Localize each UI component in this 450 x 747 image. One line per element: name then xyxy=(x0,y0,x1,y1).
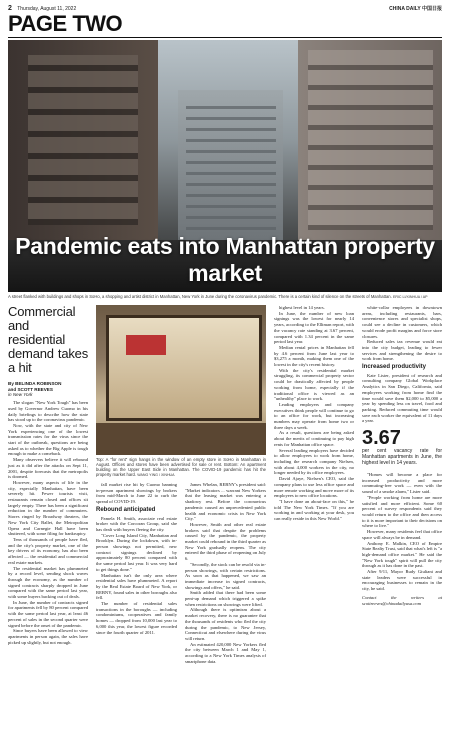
column-2-body xyxy=(96,482,177,665)
paragraph: Now, with the state and city of New York experiencing one of the lowest transmission rates for the virus since the start of the outbreak, questions are being asked as to whether the Big Apple is tough enough to make a comeback. xyxy=(8,422,88,457)
paragraph: However, Smith and other real estate brokers said that despite the problems caused by the pandemic, the property market could rebound in the third quarter as New York gradually reopens. The city entered the third phase of reopening on July 6. xyxy=(185,521,266,562)
paragraph: Since buyers have been allowed to view apartments in person again, the sales have picked up slightly, but not enough. xyxy=(8,628,88,645)
paragraph: Many observers believe it will rebound just as it did after the attacks on Sept 11, 2001, despite forecasts that the metropolis is doomed. xyxy=(8,457,88,480)
publication-name: CHINA DAILY xyxy=(389,6,421,12)
column-5-body-b xyxy=(362,373,442,424)
paragraph: However, many residents feel that office space will always be in demand. xyxy=(362,529,442,540)
column-1-body xyxy=(8,400,88,645)
article-column-5 xyxy=(362,305,442,606)
paragraph: Reduced sales tax revenue would eat into the city budget, leading to fewer services and strengthening the desire to work from home. xyxy=(362,339,442,362)
secondary-photo-caption xyxy=(96,457,266,478)
paragraph: "Secondly, the stock can be resold via in-person showings, with certain restrictions. As soon as that happened, we saw an immediate increase in signed contracts, showings and offers," he said. xyxy=(185,561,266,590)
paragraph: The slogan "New York Tough" has been used by Governor Andrew Cuomo in his daily briefings to describe how the state has stood up to the coronavirus pandemic. xyxy=(8,400,88,423)
paragraph: "Cover Long Island City, Manhattan and Brooklyn. During the lockdown, with in-person showings not permitted, new contract signings declined by approximately 80 percent compared with the same period last year. It was very hard to get things done." xyxy=(96,532,177,572)
for-rent-sign xyxy=(126,335,166,355)
hero-credit: ERIC LI/XINHUA / AP xyxy=(392,295,428,299)
stat-callout xyxy=(362,428,442,448)
paragraph: Kate Lister, president of research and consulting company Global Workplace Analytics in San Diego, California, said employees working from home find the time would save them $2,000 to $5,000 a year by spending less on travel, food and parking. Reduced commuting time would save each worker the equivalent of 11 days a year. xyxy=(362,372,442,424)
paragraph: After 9/11, Mayor Rudy Giuliani and state leaders were successful in encouraging businesses to remain in the city, he said. xyxy=(362,569,442,592)
paragraph: fall market rise hit by Cuomo banning in-person apartment showings by brokers from mid-March to June 22 to curb the spread of COVID-19. xyxy=(96,482,177,505)
hero-photo xyxy=(8,40,442,292)
paragraph: highest level in 14 years. xyxy=(279,305,325,310)
article-columns-2-3 xyxy=(96,305,266,665)
paragraph: Anthony E. Malkin, CEO of Empire State Realty Trust, said that what's left is "a high-demand office market." He said the "New York tough" spirit will pull the city through as it has done in the past. xyxy=(362,540,442,569)
column-2-subhead: Rebound anticipated xyxy=(96,506,156,513)
paragraph: James Whelan, REBNY's president said: "Market indicators ... warrant New Yorkers that the leasing market was entering a shadowy rest. Before the coronavirus pandemic caused an unprecedented public health and economic crisis in New York City." xyxy=(185,482,266,522)
page-number: 2 xyxy=(8,5,12,12)
column-2-paragraphs-b xyxy=(96,516,177,636)
publication-name-cn: 中国日报 xyxy=(421,6,442,12)
paragraph: An estimated 420,000 New Yorkers fled the city between March 1 and May 1, according to a New York Times analysis of smartphone data. xyxy=(185,641,266,664)
paragraph: Median rental prices in Manhattan fell by 4.6 percent from June last year to $3,275 a month, making them one of the lowest in the city's recent history. xyxy=(274,344,354,368)
stat-description xyxy=(362,448,442,466)
secondary-caption-text: Top: A "for rent" sign hangs in the window of an empty store in SoHo in Manhattan in August. Offices and stores have been advertised for sale or rent. Bottom: An apartment building on the Upper East Side in Manhattan. The COVID-19 pandemic has hit the property market hard. xyxy=(96,457,266,477)
paragraph: The number of residential sales transactions in the boroughs — including condominiums, cooperatives and family homes — dropped from 10,000 last year to 6,000 this year, the lowest figure recorded since the fourth quarter of 2011. xyxy=(96,601,177,635)
byline-author-2: and SCOTT REEVES xyxy=(8,386,53,392)
sidewalk xyxy=(96,423,266,455)
stat-unit: per cent xyxy=(362,448,387,455)
paragraph: With the city's residential market struggling, its commercial property sector could be drastically affected by people working from home, especially if the traditional office is viewed as an "unhealthy" place to work. xyxy=(274,367,354,402)
stat-value: 3.67 xyxy=(362,427,401,450)
shop-window xyxy=(106,315,262,421)
secondary-caption-credit: WANG YING / XINHUA xyxy=(137,473,175,477)
article-kicker: Commercial and residential demand takes a hit xyxy=(8,304,88,375)
section-rule xyxy=(8,37,442,38)
paragraph: As a result, questions are being asked about the merits of continuing to pay high rents for Manhattan office space. xyxy=(274,430,354,447)
column-5-subhead: Increased productivity xyxy=(362,364,427,371)
issue-date: Thursday, August 11, 2022 xyxy=(17,6,77,12)
byline-location: in New York xyxy=(8,392,33,398)
building-right-windows xyxy=(308,50,433,230)
byline xyxy=(8,381,88,398)
article-column-1 xyxy=(8,305,88,645)
column-2-paragraphs xyxy=(96,482,177,505)
column-5-body-c xyxy=(362,472,442,592)
article-column-4 xyxy=(274,305,354,522)
paragraph: Pamela H. Smith, associate real estate broker with the Corcoran Group, said she has dealt with buyers fleeing the city. xyxy=(96,515,177,532)
column-3-body xyxy=(185,482,266,665)
paragraph: white-collar employees in downtown areas, including restaurants, bars, convenience stores and specialist shops, could see a decline in customers, which would erode profit margins and force store closures. xyxy=(362,305,442,339)
byline-author-1: By BELINDA ROBINSON xyxy=(8,381,62,386)
hero-caption-text: A street flanked with buildings and shops in SoHo, a shopping and artist district in Manhattan, New York in June during the coronavirus pandemic. There is a certain kind of silence on the streets of Manhattan. xyxy=(8,294,392,299)
paragraph: "Homes will become a place for increased productivity and more commuting-free work — even with the sound of a smoke alarm," Lister said. xyxy=(362,472,442,495)
paragraph: In June, the number of new loan signings was the lowest for nearly 14 years, according to the Elliman report, with the vacancy rate standing at 3.67 percent, compared with 1.34 percent in the same period last year. xyxy=(274,310,354,345)
paragraph: In June, the number of contracts signed for apartments fell by 80 percent compared with the same period last year, at least 46 percent of sales in the second quarter were signed before the onset of the pandemic. xyxy=(8,599,88,628)
masthead xyxy=(389,5,442,12)
paragraph: Although there is optimism about a market recovery, there is no guarantee that the thousands of residents who fled the city during the pandemic, to New Jersey, Connecticut and elsewhere during the virus will return. xyxy=(185,607,266,641)
column-5-body-a xyxy=(362,305,442,362)
columns-2-3-text xyxy=(96,482,266,665)
paragraph: Several leading employers have decided to allow employees to work from home, including the research company Nielsen, with about 4,000 workers in the city, no longer needed by its office employees. xyxy=(274,447,354,476)
paragraph: Leading employers and company executives think people will continue to go to an office for work, but increasing numbers may operate from home two or three days a week. xyxy=(274,401,354,430)
stat-desc-text: vacancy rate for Manhattan apartments in June, the highest level in 14 years. xyxy=(362,448,443,467)
paragraph: Smith added that there had been some pent-up demand which triggered a spike when restrictions on showings were lifted. xyxy=(185,590,266,607)
contact-line: Contact the writers at scottreeves@chinadailyusa.com xyxy=(362,594,442,606)
section-title: PAGE TWO xyxy=(8,11,123,36)
hero-headline: Pandemic eats into Manhattan property market xyxy=(15,233,435,286)
hero-caption xyxy=(8,294,442,300)
paragraph: "People working from home are more satisfied and more efficient. Some 60 percent of survey respondents said they would return to the office and then access to it is more important to their decisions on where to live." xyxy=(362,494,442,529)
paragraph: David Ajaye, Nielsen's CEO, said the company plans to use less office space and more remote working and move more of its employees to new office locations. xyxy=(274,476,354,499)
paragraph: The residential market has plummeted by a record level, sending shock waves through the economy, as the number of signed contracts sharply dropped in June compared with the same period last year, with some buyers backing out of deals. xyxy=(8,565,88,600)
paragraph: Manhattan isn't the only area where residential sales have plummeted. A report by the Real Estate Board of New York, or REBNY, found sales in other boroughs also fell. xyxy=(96,572,177,601)
paragraph: Tens of thousands of people have fled, and the city's property market, one of the key drivers of its economy, has also been affected — the residential and commercial real estate markets. xyxy=(8,536,88,565)
paragraph: However, many aspects of life in the city, especially Manhattan, have been severely hit. Fewer tourists visit, restaurants remain closed and offices sit largely empty. There has been a significant reduction in the number of commuters. Stores ringed by Broadway theaters, the New York City Ballet, the Metropolitan Opera and Carnegie Hall have been shuttered, with some filing for bankruptcy. xyxy=(8,479,88,537)
paragraph: "I have done an about-face on this," he told The New York Times. "If you are working in and working at your desk, you can really reside in this New World." xyxy=(274,498,354,522)
building-distant-windows xyxy=(186,100,276,230)
building-left-windows xyxy=(28,55,138,225)
secondary-photo xyxy=(96,305,266,455)
